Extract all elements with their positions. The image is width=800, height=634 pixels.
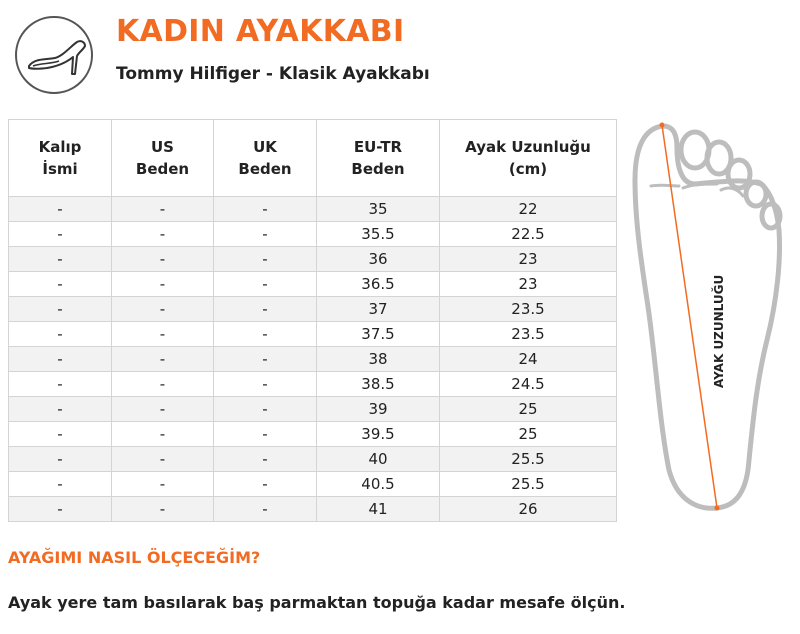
table-cell: 35.5 (317, 222, 440, 247)
table-cell: 36 (317, 247, 440, 272)
foot-outline-icon (625, 120, 785, 515)
size-table (8, 119, 617, 522)
table-cell: - (112, 197, 214, 222)
table-cell: - (112, 497, 214, 522)
table-cell: - (214, 272, 317, 297)
table-row (9, 222, 617, 247)
column-header (214, 120, 317, 197)
column-header-line2: Beden (135, 160, 190, 178)
table-row (9, 422, 617, 447)
column-header (317, 120, 440, 197)
table-header-row (9, 120, 617, 197)
column-header-line1: UK (253, 138, 277, 156)
column-header-line1: US (151, 138, 174, 156)
column-header-line1: Ayak Uzunluğu (465, 138, 591, 156)
column-header (440, 120, 617, 197)
table-cell: - (214, 472, 317, 497)
table-cell: - (214, 247, 317, 272)
table-cell: - (214, 497, 317, 522)
logo-badge (15, 16, 93, 94)
table-cell: - (112, 422, 214, 447)
table-cell: - (9, 497, 112, 522)
table-cell: - (9, 347, 112, 372)
table-cell: - (112, 397, 214, 422)
column-header-line2: İsmi (42, 160, 78, 178)
table-row (9, 347, 617, 372)
table-cell: 25 (440, 422, 617, 447)
table-cell: - (112, 222, 214, 247)
column-header-line2: (cm) (508, 160, 548, 178)
table-row (9, 397, 617, 422)
table-cell: - (214, 372, 317, 397)
table-cell: 38.5 (317, 372, 440, 397)
table-cell: - (112, 372, 214, 397)
table-cell: - (214, 397, 317, 422)
table-cell: - (9, 372, 112, 397)
table-cell: - (112, 322, 214, 347)
column-header-line1: EU-TR (353, 138, 403, 156)
table-cell: - (112, 247, 214, 272)
table-cell: - (112, 272, 214, 297)
table-cell: - (9, 197, 112, 222)
table-cell: 40 (317, 447, 440, 472)
table-cell: 41 (317, 497, 440, 522)
table-cell: 36.5 (317, 272, 440, 297)
high-heel-shoe-icon (25, 36, 87, 78)
column-header (9, 120, 112, 197)
table-cell: - (9, 472, 112, 497)
table-cell: - (9, 222, 112, 247)
table-cell: 37 (317, 297, 440, 322)
table-body (9, 197, 617, 522)
table-row (9, 447, 617, 472)
table-cell: - (112, 347, 214, 372)
table-cell: 23 (440, 247, 617, 272)
table-cell: - (214, 322, 317, 347)
table-cell: 23.5 (440, 322, 617, 347)
table-cell: 24.5 (440, 372, 617, 397)
table-cell: 40.5 (317, 472, 440, 497)
table-row (9, 247, 617, 272)
table-row (9, 297, 617, 322)
howto-instruction: Ayak yere tam basılarak baş parmaktan topuğa kadar mesafe ölçün. (8, 593, 626, 612)
table-cell: - (9, 447, 112, 472)
table-cell: 23 (440, 272, 617, 297)
table-row (9, 322, 617, 347)
column-header (112, 120, 214, 197)
table-cell: 22.5 (440, 222, 617, 247)
table-cell: - (112, 447, 214, 472)
table-cell: - (9, 272, 112, 297)
table-cell: 22 (440, 197, 617, 222)
table-cell: - (9, 397, 112, 422)
column-header-line2: Beden (238, 160, 292, 178)
table-cell: - (9, 422, 112, 447)
table-cell: - (214, 222, 317, 247)
table-cell: 23.5 (440, 297, 617, 322)
table-cell: - (214, 197, 317, 222)
table-cell: 26 (440, 497, 617, 522)
page-subtitle: Tommy Hilfiger - Klasik Ayakkabı (116, 64, 430, 84)
table-cell: 35 (317, 197, 440, 222)
table-cell: - (214, 297, 317, 322)
table-row (9, 372, 617, 397)
howto-title: AYAĞIMI NASIL ÖLÇECEĞİM? (8, 548, 261, 567)
table-cell: - (9, 297, 112, 322)
table-cell: 37.5 (317, 322, 440, 347)
table-cell: 38 (317, 347, 440, 372)
table-cell: - (9, 247, 112, 272)
foot-diagram (625, 120, 785, 515)
table-cell: - (214, 422, 317, 447)
table-cell: 39 (317, 397, 440, 422)
table-cell: - (9, 322, 112, 347)
table-row (9, 472, 617, 497)
foot-length-label: AYAK UZUNLUĞU (712, 274, 726, 388)
table-cell: 25 (440, 397, 617, 422)
table-row (9, 197, 617, 222)
table-row (9, 497, 617, 522)
table-cell: - (214, 347, 317, 372)
table-cell: - (112, 472, 214, 497)
table-cell: 24 (440, 347, 617, 372)
column-header-line1: Kalıp (38, 138, 82, 156)
table-cell: - (214, 447, 317, 472)
page-title: KADIN AYAKKABI (116, 14, 405, 49)
table-cell: 25.5 (440, 447, 617, 472)
table-cell: - (112, 297, 214, 322)
column-header-line2: Beden (351, 160, 405, 178)
table-row (9, 272, 617, 297)
table-cell: 39.5 (317, 422, 440, 447)
table-cell: 25.5 (440, 472, 617, 497)
